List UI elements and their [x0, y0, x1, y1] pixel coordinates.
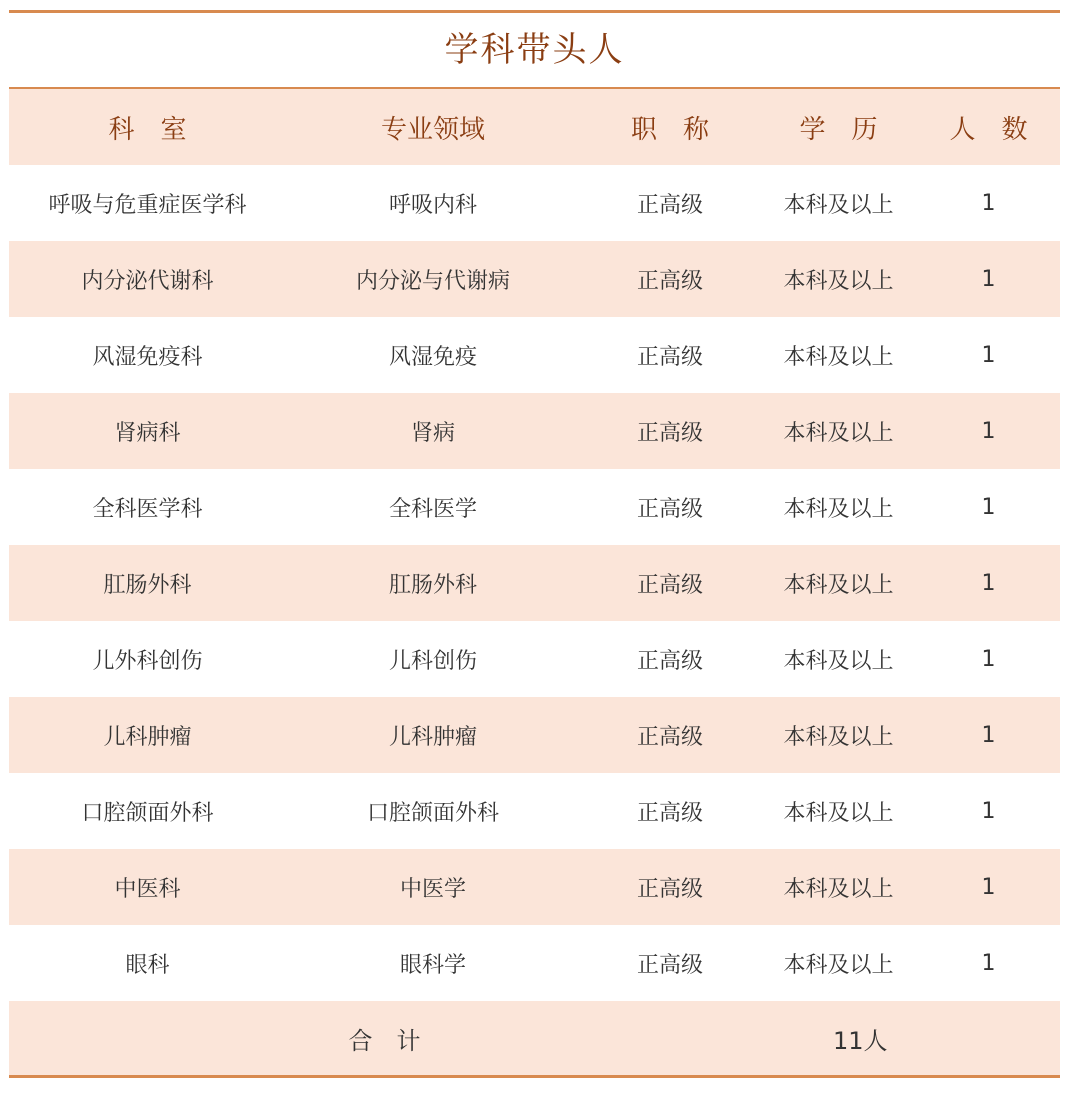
cell-title-rank: 正高级 [636, 648, 703, 674]
cell-specialty: 口腔颌面外科 [366, 800, 499, 826]
cell-department: 内分泌代谢科 [9, 241, 286, 317]
cell-title-rank: 正高级 [636, 192, 703, 218]
table-row [9, 773, 1060, 849]
cell-title-rank: 正高级 [580, 393, 760, 469]
table-row [9, 621, 1060, 697]
cell-title-rank: 正高级 [636, 800, 703, 826]
cell-department: 儿外科创伤 [92, 648, 203, 674]
cell-specialty: 儿科肿瘤 [286, 697, 580, 773]
cell-education: 本科及以上 [783, 192, 894, 218]
table-row [9, 697, 1060, 773]
total-value: 11人 [760, 1001, 1060, 1075]
cell-count: 1 [917, 545, 1060, 621]
cell-department: 口腔颌面外科 [81, 800, 214, 826]
cell-count: 1 [981, 646, 996, 672]
cell-count: 1 [981, 342, 996, 368]
cell-department: 肛肠外科 [9, 545, 286, 621]
cell-title-rank: 正高级 [580, 241, 760, 317]
cell-specialty: 儿科创伤 [388, 648, 477, 674]
cell-title-rank: 正高级 [580, 849, 760, 925]
cell-department: 中医科 [9, 849, 286, 925]
cell-title-rank: 正高级 [580, 545, 760, 621]
cell-specialty: 呼吸内科 [388, 192, 477, 218]
total-label: 合 计 [9, 1001, 760, 1075]
cell-specialty: 肛肠外科 [286, 545, 580, 621]
table-row [9, 925, 1060, 1001]
cell-count: 1 [981, 494, 996, 520]
cell-specialty: 内分泌与代谢病 [286, 241, 580, 317]
header-title-rank: 职 称 [580, 89, 760, 165]
table-row [9, 317, 1060, 393]
table-row [9, 393, 1060, 469]
cell-count: 1 [981, 798, 996, 824]
header-row [9, 89, 1060, 165]
cell-specialty: 肾病 [286, 393, 580, 469]
cell-department: 儿科肿瘤 [9, 697, 286, 773]
cell-title-rank: 正高级 [636, 952, 703, 978]
table-row [9, 469, 1060, 545]
cell-title-rank: 正高级 [636, 344, 703, 370]
cell-count: 1 [917, 849, 1060, 925]
cell-education: 本科及以上 [760, 393, 917, 469]
cell-department: 眼科 [125, 952, 170, 978]
cell-department: 全科医学科 [92, 496, 203, 522]
cell-count: 1 [981, 950, 996, 976]
header-specialty: 专业领域 [286, 89, 580, 165]
header-education: 学 历 [760, 89, 917, 165]
table-title: 学科带头人 [444, 30, 625, 70]
table-row [9, 165, 1060, 241]
cell-department: 风湿免疫科 [92, 344, 203, 370]
cell-specialty: 风湿免疫 [388, 344, 477, 370]
cell-specialty: 中医学 [286, 849, 580, 925]
table-row [9, 849, 1060, 925]
cell-department: 肾病科 [9, 393, 286, 469]
cell-specialty: 全科医学 [388, 496, 477, 522]
cell-title-rank: 正高级 [580, 697, 760, 773]
cell-education: 本科及以上 [760, 697, 917, 773]
total-row [9, 1001, 1060, 1075]
table-row [9, 241, 1060, 317]
header-department: 科 室 [9, 89, 286, 165]
cell-education: 本科及以上 [760, 241, 917, 317]
bottom-divider [9, 1075, 1060, 1078]
cell-department: 呼吸与危重症医学科 [48, 192, 247, 218]
cell-specialty: 眼科学 [399, 952, 466, 978]
cell-count: 1 [917, 393, 1060, 469]
cell-education: 本科及以上 [760, 545, 917, 621]
cell-title-rank: 正高级 [636, 496, 703, 522]
talent-table-sheet [9, 10, 1060, 1078]
cell-education: 本科及以上 [783, 496, 894, 522]
cell-education: 本科及以上 [760, 849, 917, 925]
cell-count: 1 [981, 190, 996, 216]
table-row [9, 545, 1060, 621]
talent-table [9, 89, 1060, 1075]
header-count: 人 数 [917, 89, 1060, 165]
cell-education: 本科及以上 [783, 952, 894, 978]
cell-count: 1 [917, 241, 1060, 317]
cell-education: 本科及以上 [783, 648, 894, 674]
cell-count: 1 [917, 697, 1060, 773]
cell-education: 本科及以上 [783, 344, 894, 370]
cell-education: 本科及以上 [783, 800, 894, 826]
